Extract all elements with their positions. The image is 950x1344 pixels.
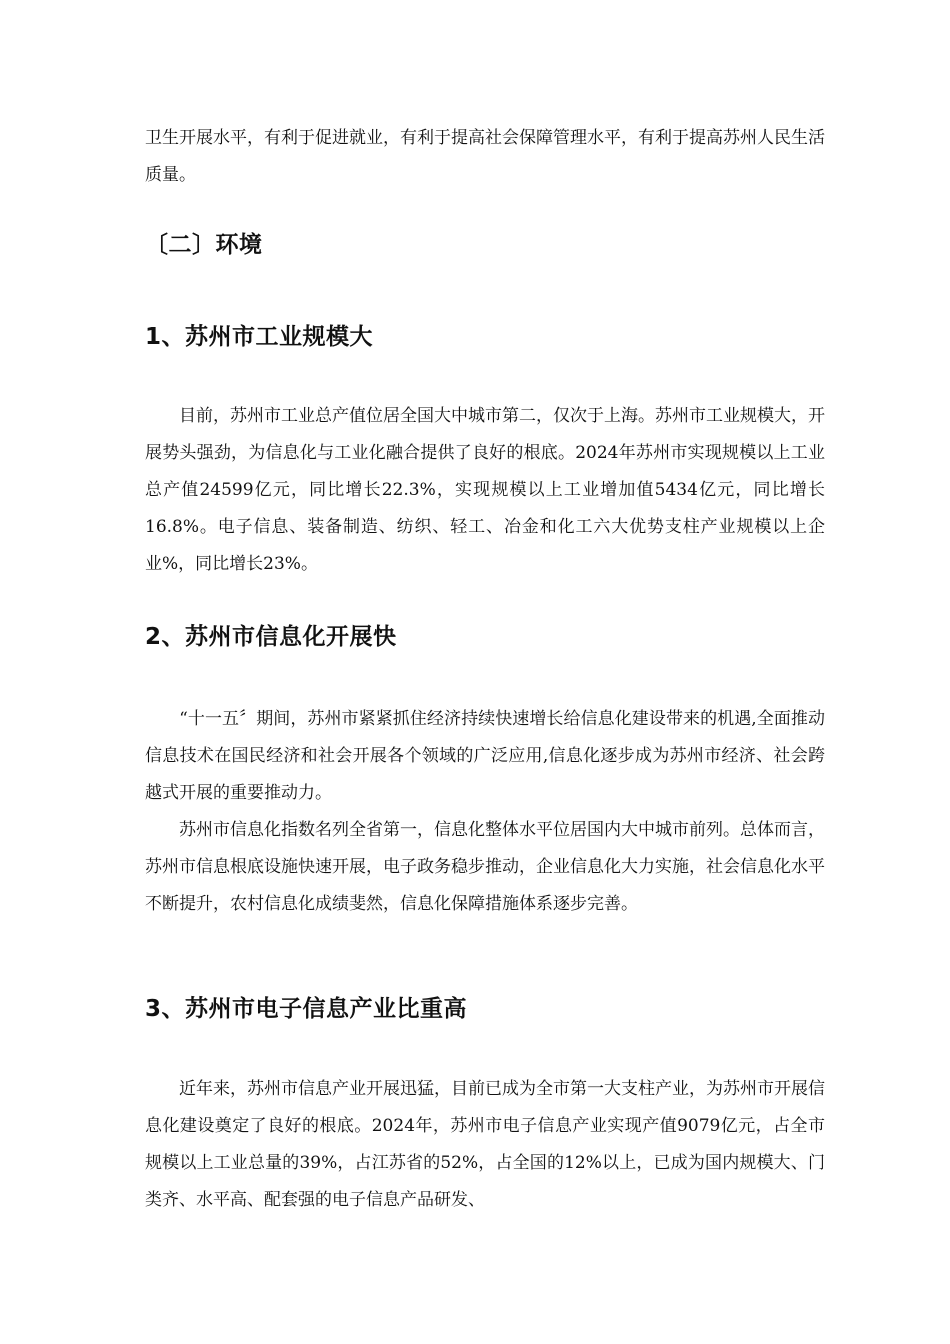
subsection-heading-1: 1、苏州市工业规模大: [145, 324, 374, 350]
subsection-3-paragraph-1: 近年来，苏州市信息产业开展迅猛，目前已成为全市第一大支柱产业，为苏州市开展信息化建设奠定了良好的根底。2024年，苏州市电子信息产业实现产值9079亿元，占全市规模以上工业总量的39%，占江苏省的52%，占全国的12%以上，已成为国内规模大、门类齐、水平高、配套强的电子信息产品研发、: [145, 1079, 825, 1210]
intro-paragraph: 卫生开展水平，有利于促进就业，有利于提高社会保障管理水平，有利于提高苏州人民生活质量。: [145, 128, 825, 185]
subsection-1-paragraph-1: 目前，苏州市工业总产值位居全国大中城市第二，仅次于上海。苏州市工业规模大，开展势头强劲，为信息化与工业化融合提供了良好的根底。2024年苏州市实现规模以上工业总产值24599亿元，同比增长22.3%，实现规模以上工业增加值5434亿元，同比增长16.8%。电子信息、装备制造、纺织、轻工、冶金和化工六大优势支柱产业规模以上企业%，同比增长23%。: [145, 406, 825, 574]
subsection-heading-2: 2、苏州市信息化开展快: [145, 624, 397, 650]
subsection-2-paragraph-1: “十一五〞期间，苏州市紧紧抓住经济持续快速增长给信息化建设带来的机遇,全面推动信息技术在国民经济和社会开展各个领域的广泛应用,信息化逐步成为苏州市经济、社会跨越式开展的重要推动力。: [145, 709, 825, 803]
subsection-2-paragraph-2: 苏州市信息化指数名列全省第一，信息化整体水平位居国内大中城市前列。总体而言，苏州市信息根底设施快速开展，电子政务稳步推动，企业信息化大力实施，社会信息化水平不断提升，农村信息化成绩斐然，信息化保障措施体系逐步完善。: [145, 820, 825, 914]
subsection-heading-3: 3、苏州市电子信息产业比重高: [145, 996, 468, 1022]
section-heading: 〔二〕环境: [145, 232, 263, 258]
